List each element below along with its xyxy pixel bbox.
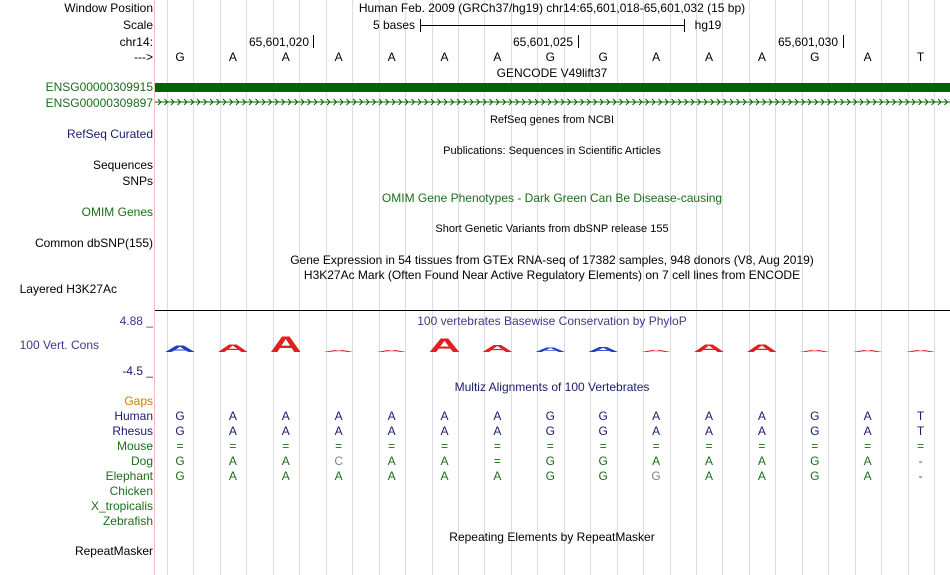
snps-label[interactable]: SNPs xyxy=(122,174,153,188)
base-2: A xyxy=(228,50,237,64)
alignment-base: A xyxy=(387,454,396,468)
alignment-base: A xyxy=(334,424,343,438)
species-label-mouse[interactable]: Mouse xyxy=(116,439,153,453)
conservation-mark-14 xyxy=(852,350,884,353)
h3k27-label[interactable]: Layered H3K27Ac xyxy=(19,282,117,296)
svg-text:A: A xyxy=(269,333,302,358)
alignment-base: = xyxy=(811,439,819,453)
conservation-mark-11 xyxy=(693,342,725,354)
repeatmasker-title: Repeating Elements by RepeatMasker xyxy=(449,530,655,544)
alignment-base: G xyxy=(175,469,185,483)
alignment-base: A xyxy=(387,409,396,423)
coord-label-2: 65,601,025 xyxy=(512,35,574,49)
scale-bar-end xyxy=(684,19,685,32)
alignment-base: G xyxy=(598,454,608,468)
conservation-mark-9 xyxy=(587,345,619,354)
dbsnp-label[interactable]: Common dbSNP(155) xyxy=(34,236,153,250)
strand-label: ---> xyxy=(134,50,153,64)
svg-text:A: A xyxy=(164,343,196,354)
alignment-base: G xyxy=(545,454,555,468)
svg-text:A: A xyxy=(904,349,937,353)
gaps-label: Gaps xyxy=(124,394,153,408)
alignment-base: G xyxy=(175,409,185,423)
gene-bar-ensg00000309915[interactable] xyxy=(155,83,950,92)
base-3: A xyxy=(281,50,290,64)
gtex-title: Gene Expression in 54 tissues from GTEx RNA-seq of 17382 samples, 948 donors (V8, Aug 2019) xyxy=(290,253,814,267)
svg-text:A: A xyxy=(587,344,620,354)
alignment-base: A xyxy=(863,409,872,423)
conservation-mark-15 xyxy=(905,350,937,353)
alignment-base: G xyxy=(545,409,555,423)
base-14: A xyxy=(863,50,872,64)
alignment-base: G xyxy=(598,424,608,438)
alignment-base: G xyxy=(598,409,608,423)
alignment-base: G xyxy=(810,469,820,483)
base-7: A xyxy=(493,50,502,64)
sequences-label[interactable]: Sequences xyxy=(92,158,153,172)
base-15: T xyxy=(916,50,925,64)
alignment-base: G xyxy=(545,424,555,438)
h3k27-baseline xyxy=(155,310,950,311)
alignment-base: A xyxy=(334,409,343,423)
svg-text:A: A xyxy=(375,349,408,353)
alignment-base: T xyxy=(916,409,925,423)
alignment-base: G xyxy=(810,454,820,468)
alignment-base: A xyxy=(863,424,872,438)
alignment-base: = xyxy=(546,439,554,453)
conservation-mark-5 xyxy=(376,350,408,353)
alignment-base: G xyxy=(545,469,555,483)
alignment-base: A xyxy=(228,454,237,468)
alignment-base: = xyxy=(282,439,290,453)
repeatmasker-label[interactable]: RepeatMasker xyxy=(74,544,153,558)
alignment-base: A xyxy=(228,424,237,438)
alignment-base: = xyxy=(599,439,607,453)
base-4: A xyxy=(334,50,343,64)
alignment-base: A xyxy=(757,469,766,483)
alignment-base: G xyxy=(651,469,661,483)
alignment-base: A xyxy=(334,469,343,483)
alignment-base: A xyxy=(757,409,766,423)
alignment-base: A xyxy=(704,409,713,423)
base-8: G xyxy=(545,50,555,64)
alignment-base: G xyxy=(175,424,185,438)
alignment-base: A xyxy=(440,409,449,423)
base-11: A xyxy=(704,50,713,64)
alignment-base: A xyxy=(493,469,502,483)
coord-label-3: 65,601,030 xyxy=(777,35,839,49)
alignment-base: A xyxy=(281,454,290,468)
alignment-base: A xyxy=(493,424,502,438)
conservation-mark-4 xyxy=(323,350,355,353)
alignment-base: A xyxy=(440,424,449,438)
svg-text:A: A xyxy=(428,334,461,357)
alignment-base: = xyxy=(917,439,925,453)
conservation-mark-2 xyxy=(217,342,249,354)
alignment-base: A xyxy=(652,409,661,423)
alignment-base: A xyxy=(228,409,237,423)
h3k27-title: H3K27Ac Mark (Often Found Near Active Regulatory Elements) on 7 cell lines from ENCODE xyxy=(303,268,801,282)
alignment-base: A xyxy=(440,454,449,468)
publications-title: Publications: Sequences in Scientific Articles xyxy=(443,145,661,157)
alignment-base: = xyxy=(758,439,766,453)
svg-text:A: A xyxy=(746,342,778,355)
alignment-base: C xyxy=(334,454,344,468)
omim-label[interactable]: OMIM Genes xyxy=(81,205,153,219)
alignment-base: A xyxy=(281,424,290,438)
base-5: A xyxy=(387,50,396,64)
species-label-rhesus[interactable]: Rhesus xyxy=(112,424,153,438)
conservation-mark-1 xyxy=(164,344,196,354)
alignment-base: G xyxy=(810,424,820,438)
alignment-base: A xyxy=(387,469,396,483)
alignment-base: A xyxy=(757,454,766,468)
alignment-base: A xyxy=(228,469,237,483)
gene-label-1[interactable]: ENSG00000309915 xyxy=(45,80,153,94)
alignment-base: A xyxy=(704,454,713,468)
alignment-base: A xyxy=(652,454,661,468)
svg-text:A: A xyxy=(481,342,514,355)
alignment-base: = xyxy=(864,439,872,453)
coord-tick-2 xyxy=(578,35,579,48)
alignment-base: A xyxy=(757,424,766,438)
svg-text:A: A xyxy=(322,349,355,353)
alignment-base: = xyxy=(335,439,343,453)
alignment-base: A xyxy=(863,454,872,468)
coord-tick-3 xyxy=(843,35,844,48)
scale-bar-start xyxy=(420,19,421,32)
base-13: G xyxy=(810,50,820,64)
base-6: A xyxy=(440,50,449,64)
conservation-mark-13 xyxy=(799,350,831,353)
alignment-base: G xyxy=(810,409,820,423)
alignment-base: G xyxy=(175,454,185,468)
alignment-base: = xyxy=(493,439,501,453)
svg-text:A: A xyxy=(217,342,249,355)
scale-bases: 5 bases xyxy=(372,18,416,32)
omim-title: OMIM Gene Phenotypes - Dark Green Can Be Disease-causing xyxy=(381,191,723,205)
alignment-base: A xyxy=(440,469,449,483)
alignment-base: = xyxy=(493,454,501,468)
alignment-base: A xyxy=(387,424,396,438)
species-label-x_tropicalis[interactable]: X_tropicalis xyxy=(90,499,153,513)
conservation-mark-12 xyxy=(746,342,778,354)
refseq-title: RefSeq genes from NCBI xyxy=(489,114,615,126)
conservation-logo xyxy=(155,330,950,360)
svg-text:A: A xyxy=(693,342,725,355)
position-title: Human Feb. 2009 (GRCh37/hg19) chr14:65,601,018-65,601,032 (15 bp) xyxy=(358,1,746,15)
svg-text:A: A xyxy=(851,349,884,353)
cons-max-label: 4.88 _ xyxy=(119,314,153,328)
alignment-base: A xyxy=(493,409,502,423)
scale-label: Scale xyxy=(122,18,153,32)
conservation-title: 100 vertebrates Basewise Conservation by PhyloP xyxy=(417,314,687,328)
gene-label-2[interactable]: ENSG00000309897 xyxy=(45,96,153,110)
alignment-base: T xyxy=(916,424,925,438)
refseq-label[interactable]: RefSeq Curated xyxy=(66,127,153,141)
base-9: G xyxy=(598,50,608,64)
strand-chevrons-icon xyxy=(155,96,950,108)
conservation-mark-10 xyxy=(640,350,672,353)
species-label-human[interactable]: Human xyxy=(114,409,153,423)
base-10: A xyxy=(652,50,661,64)
multiz-title: Multiz Alignments of 100 Vertebrates xyxy=(454,380,650,394)
coord-tick-1 xyxy=(313,35,314,48)
alignment-base: = xyxy=(705,439,713,453)
svg-text:A: A xyxy=(640,349,672,353)
alignment-base: = xyxy=(388,439,396,453)
alignment-base: A xyxy=(281,409,290,423)
conservation-mark-6 xyxy=(429,335,461,357)
alignment-base: A xyxy=(704,424,713,438)
cons-label[interactable]: 100 Vert. Cons xyxy=(19,338,99,352)
dbsnp-title: Short Genetic Variants from dbSNP release 155 xyxy=(435,223,669,235)
alignment-base: - xyxy=(918,454,923,468)
species-label-zebrafish[interactable]: Zebrafish xyxy=(102,514,153,528)
cons-min-label: -4.5 _ xyxy=(122,364,153,378)
gene-line-ensg00000309897[interactable] xyxy=(155,96,950,108)
conservation-mark-3 xyxy=(270,333,302,357)
alignment-base: = xyxy=(652,439,660,453)
alignment-base: A xyxy=(863,469,872,483)
species-label-dog[interactable]: Dog xyxy=(130,454,153,468)
coord-label-1: 65,601,020 xyxy=(248,35,310,49)
scale-bar xyxy=(420,25,684,26)
svg-text:A: A xyxy=(798,349,831,353)
alignment-base: = xyxy=(229,439,237,453)
alignment-base: G xyxy=(598,469,608,483)
base-1: G xyxy=(175,50,185,64)
alignment-base: A xyxy=(652,424,661,438)
gencode-title: GENCODE V49lift37 xyxy=(496,66,608,80)
alignment-base: = xyxy=(176,439,184,453)
svg-text:A: A xyxy=(534,346,567,354)
scale-assembly: hg19 xyxy=(694,18,722,32)
alignment-base: A xyxy=(704,469,713,483)
conservation-mark-7 xyxy=(482,343,514,354)
conservation-mark-8 xyxy=(534,346,566,353)
window-position-label: Window Position xyxy=(64,1,153,15)
species-label-chicken[interactable]: Chicken xyxy=(109,484,153,498)
alignment-base: - xyxy=(918,469,923,483)
alignment-base: A xyxy=(281,469,290,483)
species-label-elephant[interactable]: Elephant xyxy=(105,469,153,483)
chrom-label: chr14: xyxy=(119,35,153,49)
alignment-base: = xyxy=(440,439,448,453)
base-12: A xyxy=(757,50,766,64)
